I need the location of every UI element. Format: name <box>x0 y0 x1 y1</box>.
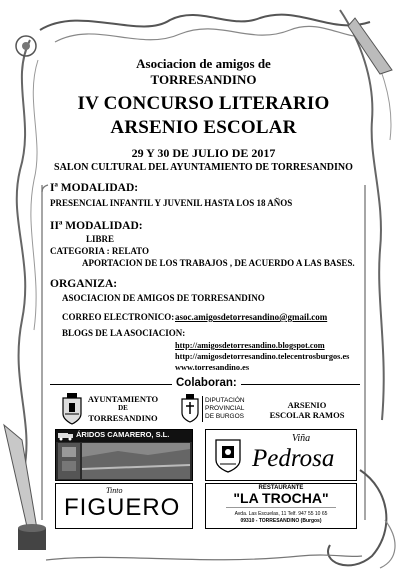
aridos-camarero-ad <box>55 429 193 481</box>
blogs-label: BLOGS DE LA ASOCIACION: <box>62 328 186 338</box>
diputacion-crest-icon <box>180 394 200 424</box>
restaurant-rule <box>226 507 336 508</box>
blog-link-1[interactable]: http://amigosdetorresandino.blogspot.com <box>175 341 325 350</box>
email-label: CORREO ELECTRONICO: <box>62 312 175 322</box>
diputacion-divider <box>202 396 203 422</box>
quarry-photo <box>58 443 190 479</box>
aridos-name: ÁRIDOS CAMARERO, S.L. <box>76 430 170 439</box>
restaurant-address: Avda. Las Escuelas, 11 Telf. 947 55 10 65 <box>234 511 328 517</box>
ayuntamiento-line2: DE <box>118 404 128 412</box>
diputacion-line3: DE BURGOS <box>205 413 245 420</box>
arsenio-line1: ARSENIO <box>287 400 327 410</box>
vina-line1: Viña <box>292 433 311 444</box>
event-dates: 29 Y 30 DE JULIO DE 2017 <box>131 146 276 160</box>
contest-title-line2: ARSENIO ESCOLAR <box>110 117 297 138</box>
ayuntamiento-line3: TORRESANDINO <box>88 413 158 423</box>
modality2-heading: IIª MODALIDAD: <box>50 220 143 232</box>
diputacion-line2: PROVINCIAL <box>205 405 245 412</box>
association-line2: TORRESANDINO <box>150 72 257 87</box>
modality1-text: PRESENCIAL INFANTIL Y JUVENIL HASTA LOS 18 AÑOS <box>50 198 293 208</box>
blog-link-2[interactable]: http://amigosdetorresandino.telecentrosburgos.es <box>175 352 350 361</box>
restaurant-town: 09310 - TORRESANDINO (Burgos) <box>240 518 322 524</box>
arsenio-line2: ESCOLAR RAMOS <box>269 410 345 420</box>
event-venue: SALON CULTURAL DEL AYUNTAMIENTO DE TORRESANDINO <box>54 162 353 173</box>
restaurant-name: "LA TROCHA" <box>233 490 329 506</box>
ayuntamiento-crest-icon <box>60 392 84 426</box>
tinto-name: FIGUERO <box>64 494 181 521</box>
modality1-heading: Iª MODALIDAD: <box>50 182 139 194</box>
la-trocha-ad <box>205 483 357 529</box>
organiza-heading: ORGANIZA: <box>50 278 118 290</box>
organizer-name: ASOCIACION DE AMIGOS DE TORRESANDINO <box>62 293 265 303</box>
contest-title-line1: IV CONCURSO LITERARIO <box>77 93 330 114</box>
truck-icon <box>58 431 74 441</box>
restaurant-small: RESTAURANTE <box>258 485 304 491</box>
modality2-libre: LIBRE <box>86 234 115 244</box>
tinto-figuero-ad <box>55 483 193 529</box>
vina-pedrosa-ad <box>205 429 357 481</box>
email-link[interactable]: asoc.amigosdetorresandino@gmail.com <box>175 312 328 322</box>
colaboran-heading: Colaboran: <box>172 377 241 389</box>
vina-line2: Pedrosa <box>252 445 335 472</box>
diputacion-line1: DIPUTACIÓN <box>205 397 245 404</box>
ayuntamiento-line1: AYUNTAMIENTO <box>87 394 159 404</box>
winery-crest-icon <box>212 436 244 474</box>
tinto-small: Tinto <box>106 486 123 495</box>
blog-link-3[interactable]: www.torresandino.es <box>175 363 250 372</box>
modality2-category: CATEGORIA : RELATO <box>50 246 150 256</box>
association-line1: Asociacion de amigos de <box>136 56 271 71</box>
modality2-submission: APORTACION DE LOS TRABAJOS , DE ACUERDO A LAS BASES. <box>82 258 355 268</box>
